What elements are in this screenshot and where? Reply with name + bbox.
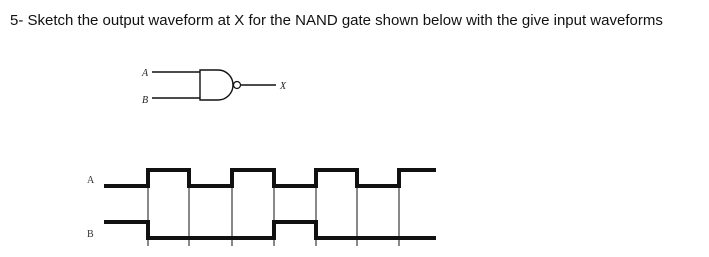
waveform-b-label: B (87, 229, 94, 240)
gate-input-a-label: A (142, 68, 149, 79)
waveform-b-trace (104, 222, 436, 238)
gate-output-label: X (280, 81, 287, 92)
inversion-bubble (234, 82, 241, 89)
waveform-a-label: A (87, 175, 95, 186)
nand-gate-symbol (141, 68, 287, 106)
and-gate-body (200, 70, 233, 100)
waveform-a-trace (104, 170, 436, 186)
gate-input-b-label: B (142, 95, 149, 106)
question-text: 5- Sketch the output waveform at X for the NAND gate shown below with the give input waveforms (10, 12, 663, 29)
